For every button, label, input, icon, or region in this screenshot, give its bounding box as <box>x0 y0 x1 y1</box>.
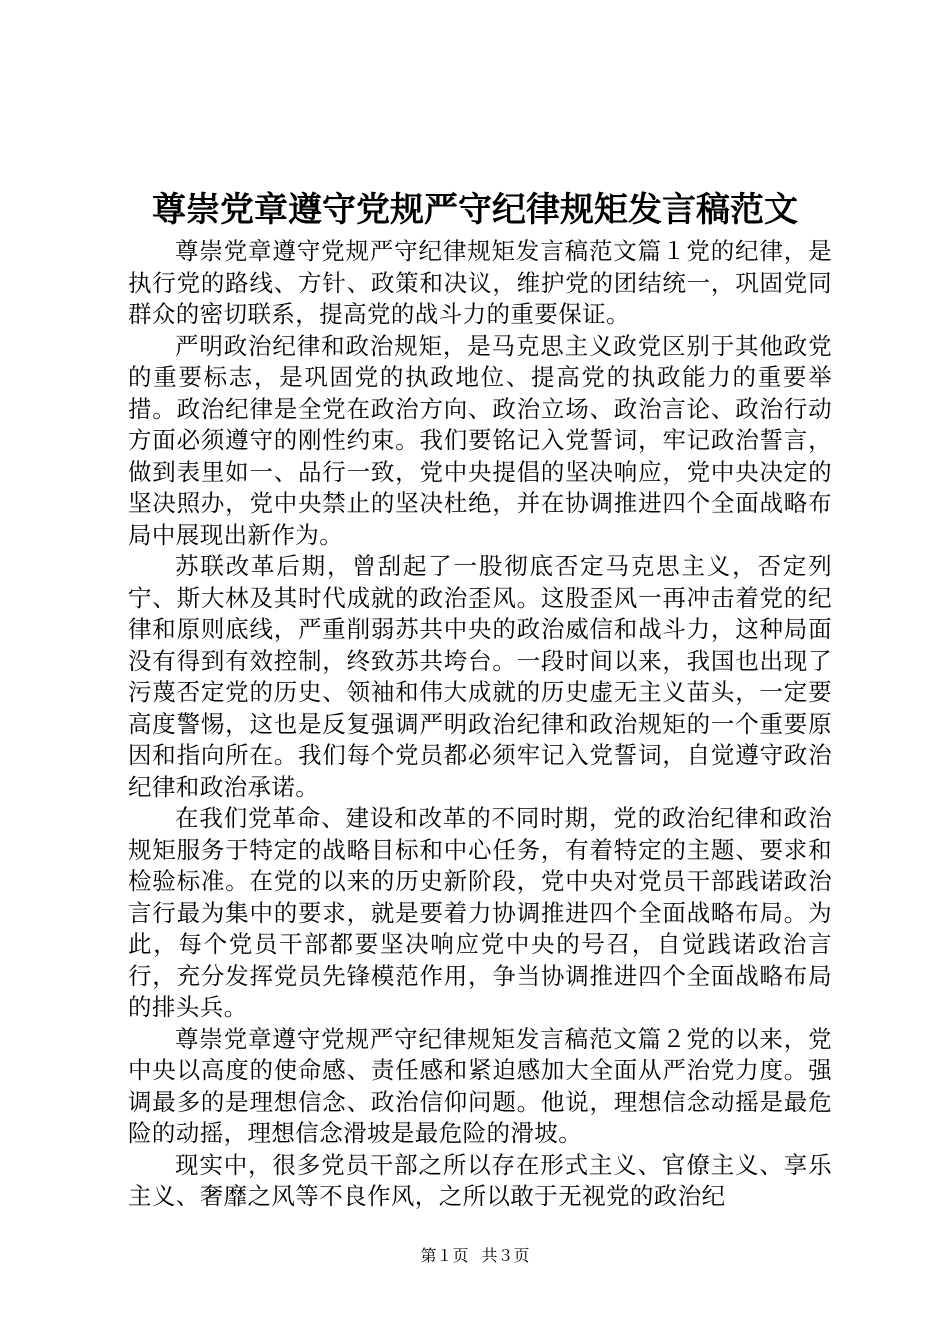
page-footer <box>0 1246 950 1266</box>
paragraph: 严明政治纪律和政治规矩，是马克思主义政党区别于其他政党的重要标志，是巩固党的执政地位、提高党的执政能力的重要举措。政治纪律是全党在政治方向、政治立场、政治言论、政治行动方面必须遵守的刚性约束。我们要铭记入党誓词，牢记政治誓言，做到表里如一、品行一致，党中央提倡的坚决响应，党中央决定的坚决照办，党中央禁止的坚决杜绝，并在协调推进四个全面战略布局中展现出新作为。 <box>128 331 832 549</box>
page-total: 共３页 <box>481 1246 530 1265</box>
paragraph: 尊崇党章遵守党规严守纪律规矩发言稿范文篇２党的以来，党中央以高度的使命感、责任感和紧迫感加大全面从严治党力度。强调最多的是理想信念、政治信仰问题。他说，理想信念动摇是最危险的动摇，理想信念滑坡是最危险的滑坡。 <box>128 1024 832 1147</box>
paragraph: 在我们党革命、建设和改革的不同时期，党的政治纪律和政治规矩服务于特定的战略目标和中心任务，有着特定的主题、要求和检验标准。在党的以来的历史新阶段，党中央对党员干部践诺政治言行最为集中的要求，就是要着力协调推进四个全面战略布局。为此，每个党员干部都要坚决响应党中央的号召，自觉践诺政治言行，充分发挥党员先锋模范作用，争当协调推进四个全面战略布局的排头兵。 <box>128 804 832 1021</box>
paragraph: 苏联改革后期，曾刮起了一股彻底否定马克思主义，否定列宁、斯大林及其时代成就的政治歪风。这股歪风一再冲击着党的纪律和原则底线，严重削弱苏共中央的政治威信和战斗力，这种局面没有得到有效控制，终致苏共垮台。一段时间以来，我国也出现了污蔑否定党的历史、领袖和伟大成就的历史虚无主义苗头，一定要高度警惕，这也是反复强调严明政治纪律和政治规矩的一个重要原因和指向所在。我们每个党员都必须牢记入党誓词，自觉遵守政治纪律和政治承诺。 <box>128 552 832 801</box>
document-title: 尊崇党章遵守党规严守纪律规矩发言稿范文 <box>152 190 798 230</box>
document-body <box>128 236 832 1213</box>
paragraph: 现实中，很多党员干部之所以存在形式主义、官僚主义、享乐主义、奢靡之风等不良作风，之所以敢于无视党的政治纪 <box>128 1150 832 1210</box>
paragraph: 尊崇党章遵守党规严守纪律规矩发言稿范文篇１党的纪律，是执行党的路线、方针、政策和决议，维护党的团结统一，巩固党同群众的密切联系，提高党的战斗力的重要保证。 <box>128 237 832 328</box>
page-number: 第１页 <box>420 1246 469 1265</box>
